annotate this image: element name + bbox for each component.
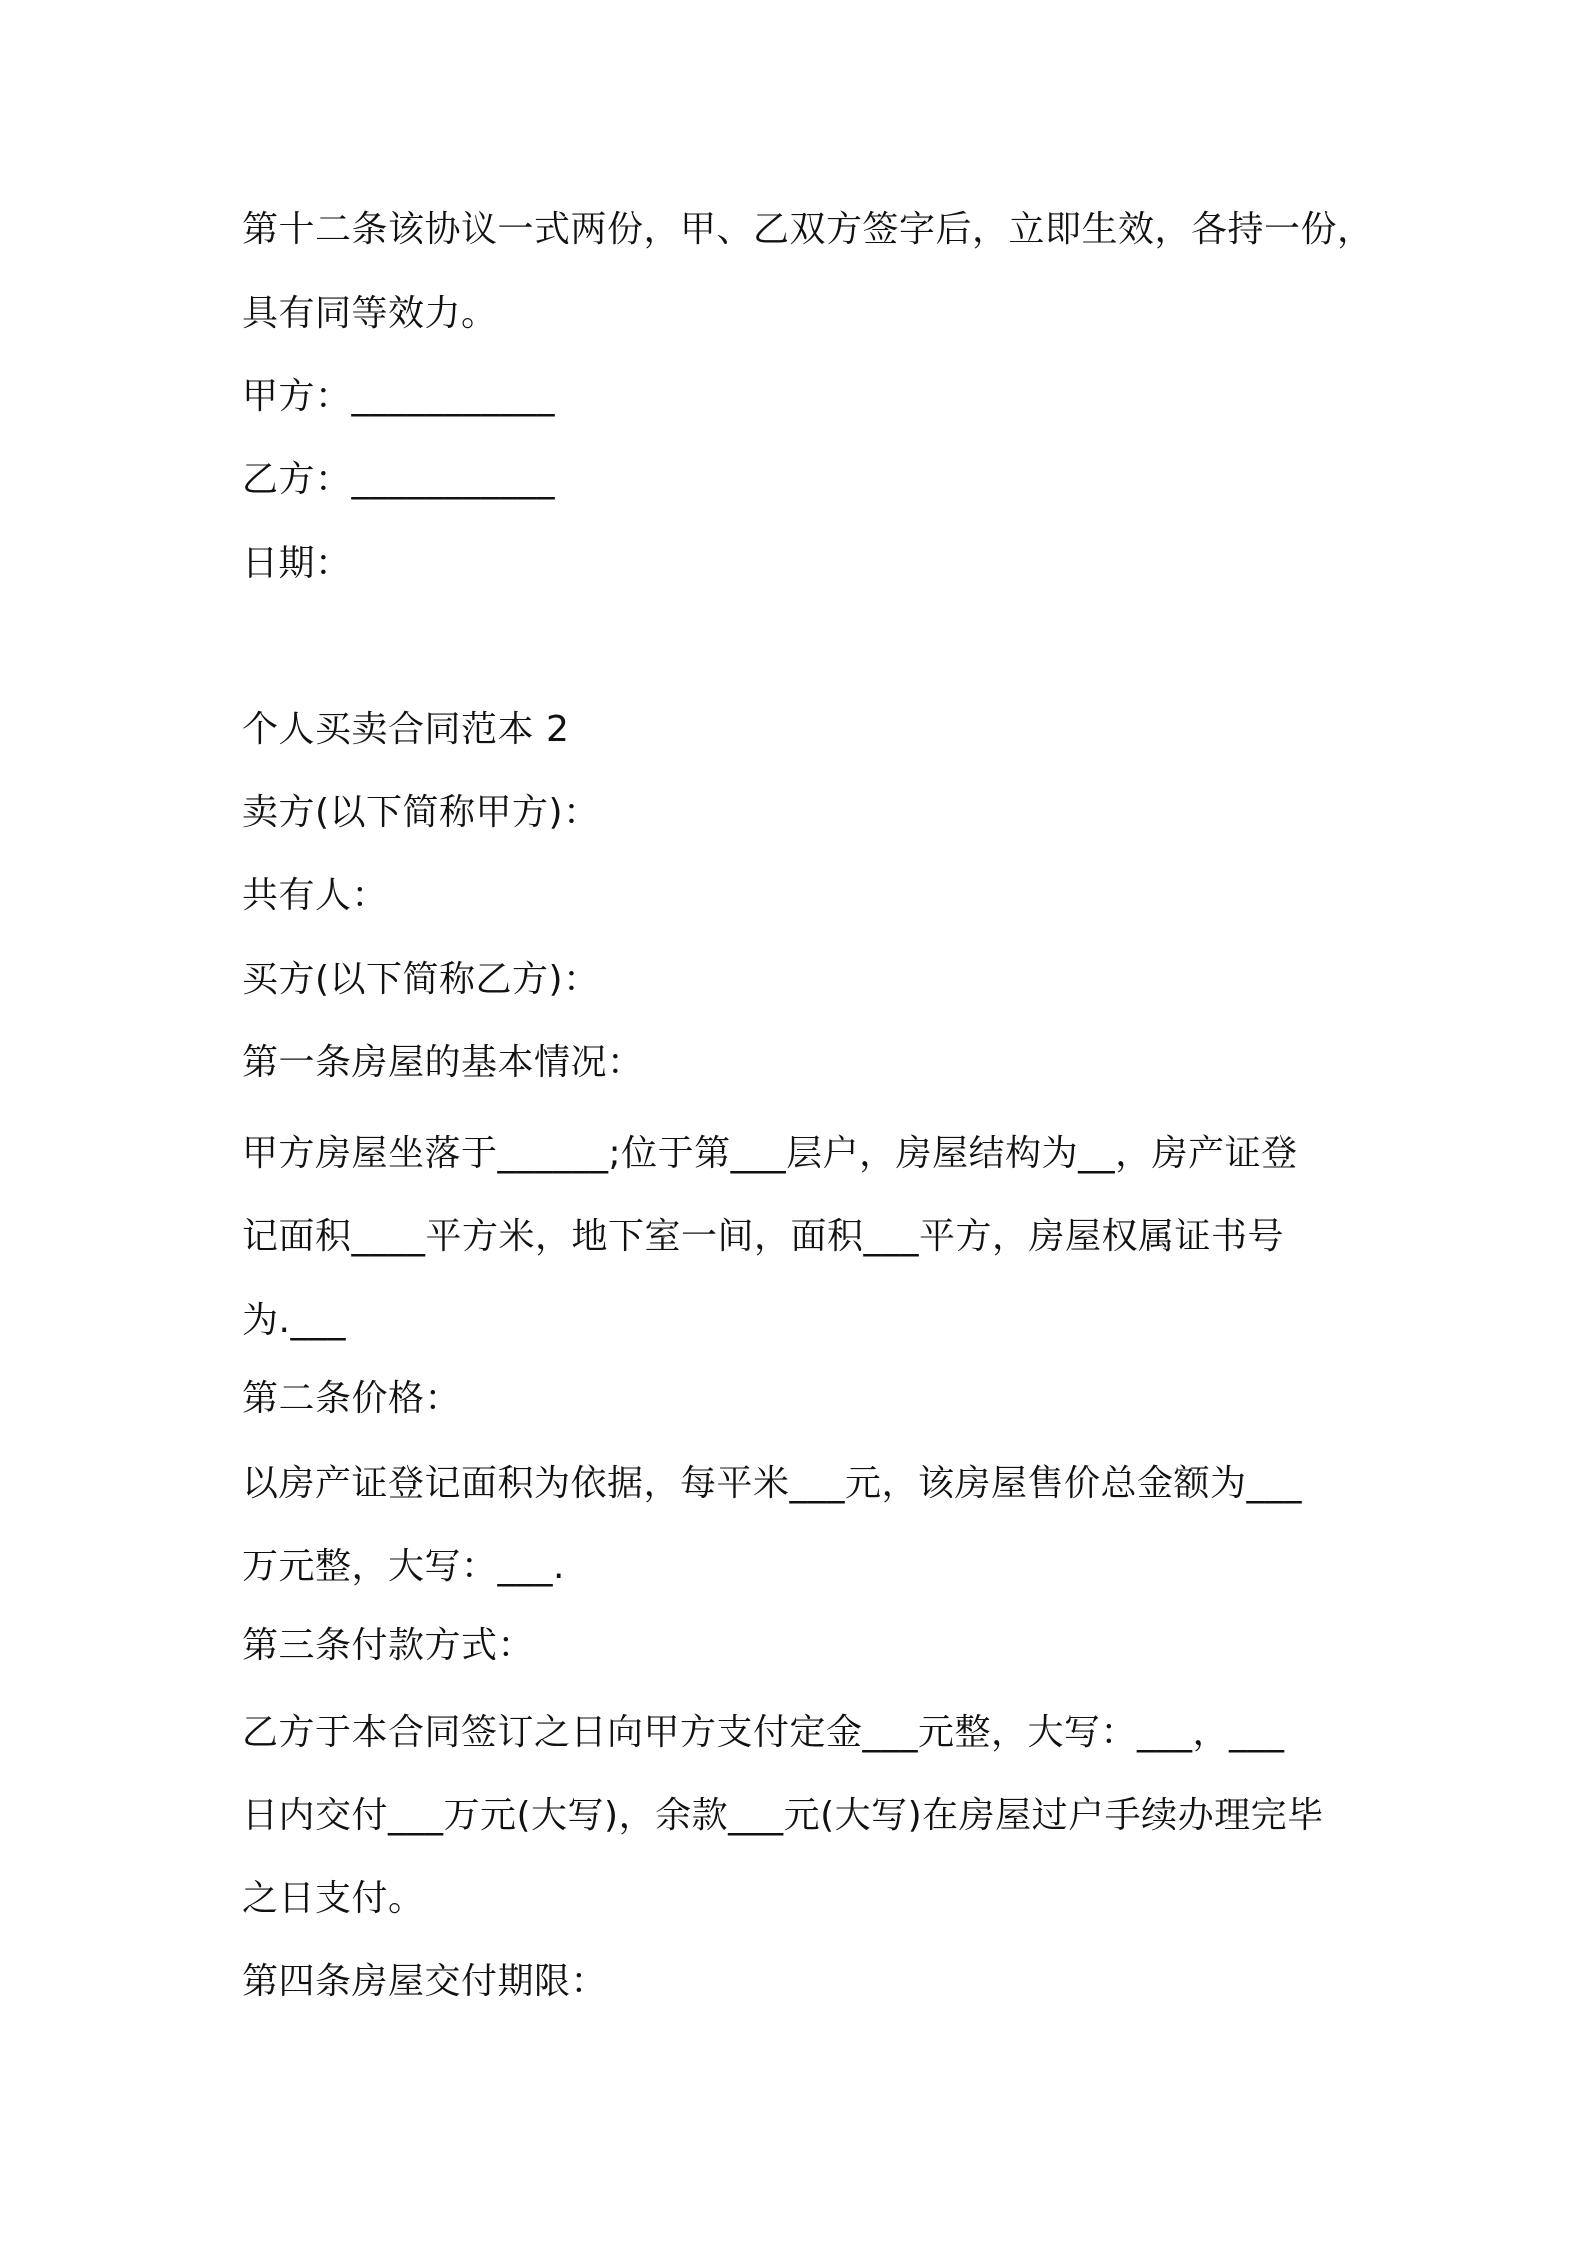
date-line: 日期： bbox=[242, 543, 352, 584]
clause-2-text-line-2: 万元整，大写：___. bbox=[242, 1546, 565, 1587]
contract-title: 个人买卖合同范本 2 bbox=[242, 709, 570, 750]
clause-2-heading: 第二条价格： bbox=[242, 1378, 462, 1419]
clause-2-text-line-1: 以房产证登记面积为依据，每平米___元，该房屋售价总金额为___ bbox=[242, 1463, 1303, 1504]
clause-12-line-1: 第十二条该协议一式两份，甲、乙双方签字后，立即生效，各持一份， bbox=[242, 209, 1374, 250]
clause-1-heading: 第一条房屋的基本情况： bbox=[242, 1042, 644, 1083]
seller-line: 卖方(以下简称甲方)： bbox=[242, 792, 600, 833]
clause-4-heading: 第四条房屋交付期限： bbox=[242, 1961, 608, 2002]
co-owner-line: 共有人： bbox=[242, 875, 389, 916]
clause-3-text-line-3: 之日支付。 bbox=[242, 1878, 425, 1919]
clause-3-heading: 第三条付款方式： bbox=[242, 1625, 535, 1666]
clause-3-text-line-1: 乙方于本合同签订之日向甲方支付定金___元整，大写：___，___ bbox=[242, 1712, 1285, 1753]
clause-1-text-line-2: 记面积____平方米，地下室一间，面积___平方，房屋权属证书号 bbox=[242, 1216, 1285, 1257]
buyer-line: 买方(以下简称乙方)： bbox=[242, 959, 600, 1000]
clause-3-text-line-2: 日内交付___万元(大写)，余款___元(大写)在房屋过户手续办理完毕 bbox=[242, 1795, 1324, 1836]
clause-12-line-2: 具有同等效力。 bbox=[242, 293, 498, 334]
clause-1-text-line-1: 甲方房屋坐落于______;位于第___层户，房屋结构为__，房产证登 bbox=[242, 1133, 1298, 1174]
clause-1-text-line-3: 为.___ bbox=[242, 1300, 346, 1341]
party-b-signature-line: 乙方：___________ bbox=[242, 459, 556, 500]
party-a-signature-line: 甲方：___________ bbox=[242, 376, 556, 417]
